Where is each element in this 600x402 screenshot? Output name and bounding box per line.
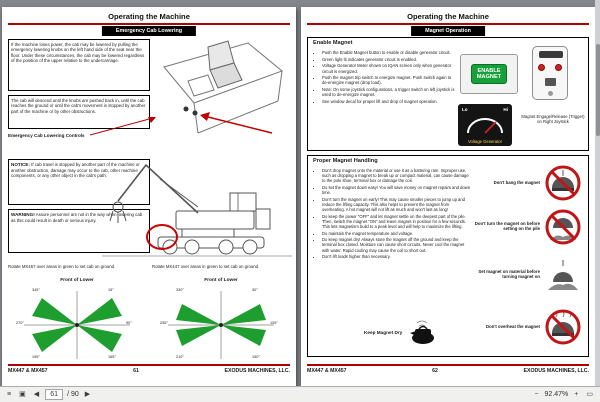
angle-label: 30°	[252, 288, 258, 292]
no-early-magnet-on-icon	[544, 208, 582, 246]
bullet-item: • Don't drop magnet onto the material or use it as a battering ram. Improper use, such as dropping a magnet to break up or compact material, can cause damage to the pole shoe, terminal box or damage the coil.	[322, 168, 471, 184]
kettle-icon	[407, 320, 437, 346]
viewer-toolbar	[0, 386, 600, 402]
joystick-top	[539, 51, 563, 58]
joystick-caption: Magnet Engage/Release (Trigger) on Right Joystick	[521, 114, 585, 125]
button-icon	[548, 91, 553, 96]
notice-text: If cab travel is stopped by another part of the machine or another obstruction, damage may occur to the cab, other machine components, or any other object in the cab's path.	[11, 162, 140, 179]
red-button-icon	[555, 64, 562, 71]
button-line: ENABLE	[477, 67, 501, 74]
footer-page-number: 61	[133, 368, 139, 374]
bullet-item: • Do maintain the magnet temperature and voltage.	[322, 231, 471, 236]
page-number-input[interactable]: 61	[45, 389, 63, 400]
warning-caption: Don't turn the magnet on before setting on the pile	[474, 221, 540, 231]
diagram-title: Front of Lower	[60, 278, 94, 283]
proper-magnet-handling-box	[307, 155, 589, 357]
page-footer	[307, 368, 589, 375]
fit-width-icon[interactable]: ▭	[586, 390, 593, 398]
scrollbar-thumb[interactable]	[596, 44, 600, 136]
footer-model: MX447 & MX457	[307, 368, 347, 374]
handling-instruction-row	[474, 256, 586, 294]
zoom-out-button[interactable]: −	[534, 390, 539, 398]
footer-company: EXODUS MACHINES, LLC.	[224, 368, 290, 374]
warning-title: WARNING!	[11, 212, 35, 217]
angle-label: 255°	[160, 321, 168, 325]
bullet-item: • Don't turn the magnet on early! This may cause smaller pieces to jump up and reduce the lifting capacity. This also helps to prevent the magnet from overheating. A hot magnet will not lift as much and won't last as long!	[322, 197, 471, 213]
bullet-item: • Note: On some joystick configurations, a trigger switch on left joystick is used to de-energize magnet.	[322, 87, 457, 98]
paragraph-box: The cab will descend until the knobs are pushed back in, until the cab reaches the ground or until the cab's movement is stopped by another part of the machine or by other obstructions.	[8, 95, 150, 129]
gauge-hi-label: Hi	[503, 107, 508, 112]
diagram-caption: Rotate MX447 over areas in green to set cab on ground.	[152, 264, 260, 269]
vertical-scrollbar[interactable]	[595, 0, 600, 386]
handling-warning-row	[474, 164, 586, 202]
bullet-item: • Green light lit indicates generator circuit is enabled.	[322, 57, 457, 62]
gauge-label: Voltage Generator	[468, 138, 502, 144]
next-page-button[interactable]: ▶	[84, 390, 91, 398]
bullet-item: • Do set the magnet down easy! You will save money on magnet repairs and down time.	[322, 185, 471, 195]
diagram-caption: Rotate MX457 over areas in green to set cab on ground.	[8, 264, 116, 269]
paragraph-box: If the machine loses power, the cab may be lowered by pulling the emergency lowering knobs on the left hand side of the seat near the floor. Under these circumstances, the cab may be lowered regardless of the position of the upper relative to the undercarriage.	[8, 39, 150, 91]
enable-magnet-box	[307, 37, 589, 151]
thumbnails-icon[interactable]: ▣	[19, 390, 26, 398]
keep-magnet-dry	[364, 320, 437, 346]
footer-model: MX447 & MX457	[8, 368, 48, 374]
warning-caption: Don't overheat the magnet	[485, 323, 540, 329]
section-title-bar: Magnet Operation	[411, 26, 485, 36]
switch-icon	[545, 78, 556, 86]
enable-magnet-button-panel	[460, 54, 518, 94]
handling-warning-row	[474, 208, 586, 246]
joystick-illustration	[532, 46, 568, 100]
magnet-handling-bullets	[313, 168, 471, 261]
footer-page-number: 62	[432, 368, 438, 374]
bullet-item: • See window decal for proper lift and drop of magnet operation.	[322, 99, 457, 104]
cab-interior-illustration	[152, 35, 290, 149]
gauge-lo-label: Lo	[462, 107, 468, 112]
page-total-label: / 90	[67, 391, 79, 398]
header-rule	[307, 23, 589, 25]
machine-illustration	[98, 149, 296, 261]
bullet-item: • Do keep the power "OFF" and let magnet settle on the deepest part of the pile. Then, switch the magnet "ON" and leave magnet in position for a few seconds. This lets magnetism build to a peak level and will help to maximize the lifting.	[322, 214, 471, 230]
section-title-bar: Emergency Cab Lowering	[102, 26, 196, 36]
swing-zone-diagram	[160, 287, 282, 363]
voltage-generator-gauge	[458, 104, 512, 146]
button-line: MAGNET	[476, 74, 502, 80]
footer-rule	[8, 364, 290, 366]
warning-text: Assure personnel are not in the way when lowering cab as this could result in death or serious injury.	[11, 212, 143, 223]
angle-label: 330°	[176, 288, 184, 292]
enable-magnet-bullets	[313, 50, 457, 106]
footer-company: EXODUS MACHINES, LLC.	[523, 368, 589, 374]
menu-icon[interactable]: ≡	[7, 390, 12, 398]
gauge-arc	[460, 113, 510, 135]
page-footer	[8, 368, 290, 375]
enable-magnet-button	[471, 64, 507, 85]
bullet-item: • Don't lift loads higher than necessary.	[322, 254, 471, 259]
magnet-on-material-icon	[544, 256, 582, 294]
bullet-item: • Do keep magnet dry! Always store the magnet off the ground and keep the terminal box closed. Moisture can cause short circuits. Never cool the magnet with water. Rapid cooling may cause the coil to short out.	[322, 237, 471, 253]
bullet-item: • Push the Enable Magnet button to enable or disable generator circuit.	[322, 50, 457, 55]
page-title: Operating the Machine	[407, 12, 489, 21]
footer-rule	[307, 364, 589, 366]
angle-label: 15°	[108, 288, 114, 292]
handling-warning-row	[474, 308, 586, 346]
angle-label: 195°	[32, 355, 40, 359]
leader-arrow	[90, 113, 160, 139]
angle-label: 270°	[16, 321, 24, 325]
diagram-title: Front of Lower	[204, 278, 238, 283]
warning-caption: Don't bang the magnet	[493, 179, 540, 185]
zoom-in-button[interactable]: +	[574, 390, 579, 398]
angle-label: 165°	[108, 355, 116, 359]
swing-zone-diagram	[16, 287, 138, 363]
angle-label: 105°	[270, 321, 278, 325]
angle-label: 90°	[126, 321, 132, 325]
header-rule	[8, 23, 290, 25]
bullet-item: • Voltage Generator Meter shown on IQAN screen only when generator circuit is energized.	[322, 63, 457, 74]
document-page-61	[2, 7, 296, 386]
notice-title: NOTICE:	[11, 162, 30, 167]
prev-page-button[interactable]: ◀	[33, 390, 40, 398]
angle-label: 210°	[176, 355, 184, 359]
zoom-level: 92.47%	[544, 391, 569, 398]
bullet-item: • Push the magnet trip switch to energize magnet. Push switch again to de-energize magnet (drop load).	[322, 75, 457, 86]
instruction-caption: Set magnet on material before turning magnet on	[478, 269, 540, 279]
angle-label: 345°	[32, 288, 40, 292]
controls-label: Emergency Cab Lowering Controls	[8, 133, 85, 138]
angle-label: 150°	[252, 355, 260, 359]
page-title: Operating the Machine	[108, 12, 190, 21]
no-banging-magnet-icon	[544, 164, 582, 202]
red-button-icon	[538, 64, 545, 71]
no-overheating-magnet-icon	[544, 308, 582, 346]
document-page-62	[301, 7, 595, 386]
box-title: Enable Magnet	[313, 40, 353, 46]
keep-dry-label: Keep Magnet Dry	[364, 330, 403, 336]
box-title: Proper Magnet Handling	[313, 158, 378, 164]
